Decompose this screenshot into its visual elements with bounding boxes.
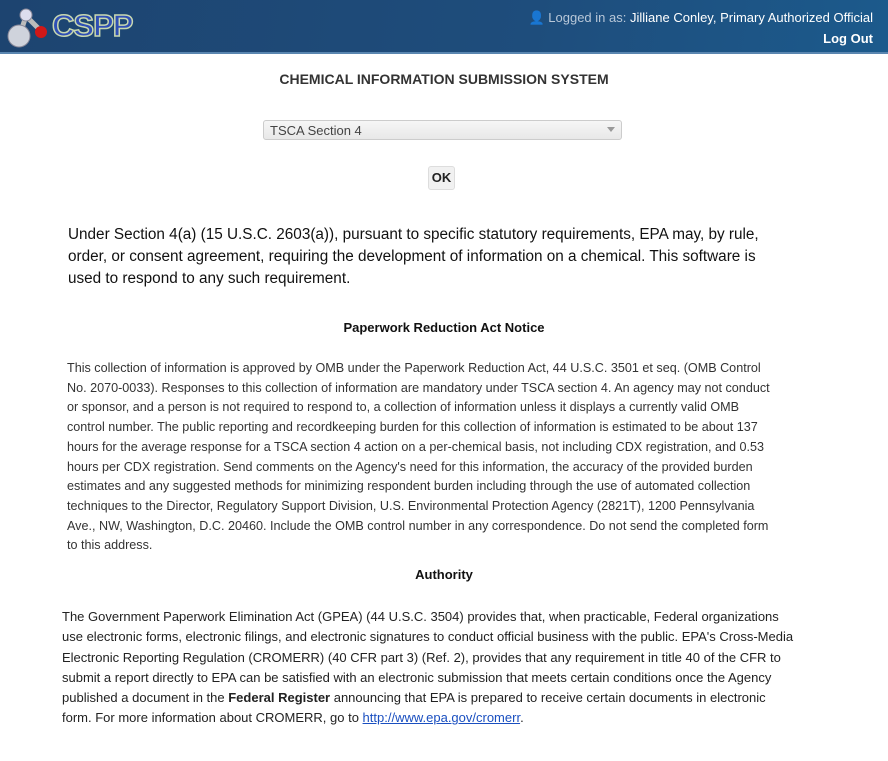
login-info: 👤 Logged in as: Jilliane Conley, Primary Authorized Official [528, 10, 873, 25]
header [0, 0, 888, 54]
user-name: Jilliane Conley, Primary Authorized Official [629, 10, 873, 25]
molecule-icon [4, 4, 54, 48]
pra-notice: This collection of information is approved by OMB under the Paperwork Reduction Act, 44 U.S.C. 3501 et seq. (OMB Control No. 2070-0033). Responses to this collection of information are mandatory under TSCA section 4. An agency may not conduct or sponsor, and a person is not required to respond to, a collection of information unless it displays a currently valid OMB control number. The public reporting and recordkeeping burden for this collection of information is estimated to be about 137 hours for the average response for a TSCA section 4 action on a per-chemical basis, not including CDX registration, and 0.53 hours per CDX registration. Send comments on the Agency's need for this information, the accuracy of the provided burden estimates and any suggested methods for minimizing respondent burden including through the use of automated collection techniques to the Director, Regulatory Support Division, U.S. Environmental Protection Agency (2821T), 1200 Pennsylvania Ave., NW, Washington, D.C. 20460. Include the OMB control number in any correspondence. Do not send the completed form to this address. [67, 361, 770, 553]
ok-button[interactable]: OK [428, 166, 455, 190]
user-icon: 👤 [528, 10, 545, 25]
page-title: CHEMICAL INFORMATION SUBMISSION SYSTEM [279, 71, 609, 87]
authority-text: The Government Paperwork Elimination Act (GPEA) (44 U.S.C. 3504) provides that, when practicable, Federal organizations use electronic forms, electronic filings, and electronic signatures to conduct official business with the public. EPA's Cross-Media Electronic Reporting Regulation (CROMERR) (40 CFR part 3) (Ref. 2), provides that any requirement in title 40 of the CFR to submit a report directly to EPA can be satisfied with an electronic submission that meets certain conditions once the Agency published a document in the Federal Register announcing that EPA is prepared to receive certain documents in electronic form. For more information about CROMERR, go to http://www.epa.gov/cromerr. [62, 609, 794, 726]
pra-heading: Paperwork Reduction Act Notice [343, 320, 545, 335]
chevron-down-icon [607, 127, 615, 132]
logout-link[interactable]: Log Out [823, 31, 873, 46]
cromerr-link[interactable]: http://www.epa.gov/cromerr [362, 710, 521, 726]
intro-text: Under Section 4(a) (15 U.S.C. 2603(a)), pursuant to specific statutory requirements, EPA may, by rule, order, or consent agreement, requiring the development of information on a chemical. This software is used to respond to any such requirement. [68, 226, 759, 287]
cspp-logo[interactable]: CSPP [4, 4, 134, 48]
authority-heading: Authority [415, 567, 473, 582]
section-select[interactable]: TSCA Section 4 [263, 120, 622, 140]
